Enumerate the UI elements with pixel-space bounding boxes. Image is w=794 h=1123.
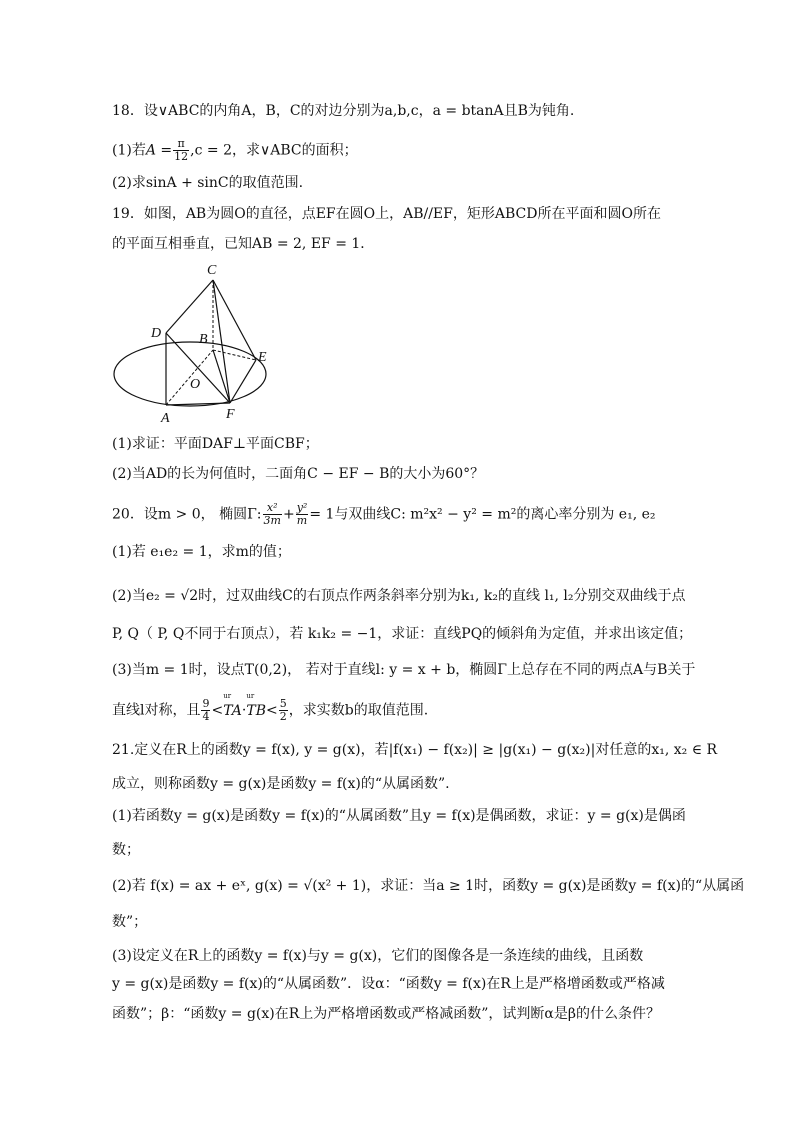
q19-geometry-figure bbox=[108, 260, 288, 428]
q20-fraction-5-2 bbox=[279, 698, 288, 723]
fraction-numerator: 9 bbox=[202, 697, 210, 710]
q18-part2: (2)求sinA + sinC的取值范围. bbox=[112, 175, 304, 191]
fraction-denominator: 12 bbox=[174, 150, 189, 163]
label-d: D bbox=[151, 326, 162, 341]
q20-fraction-9-4 bbox=[201, 698, 210, 723]
q21-part1-line2: 数； bbox=[112, 842, 140, 858]
label-f: F bbox=[226, 407, 235, 422]
vector-arrow-mark: ur bbox=[223, 691, 232, 700]
dot-product-sign: · bbox=[241, 702, 247, 719]
q20-part3-suffix: ，求实数b的取值范围. bbox=[288, 702, 429, 719]
q18-stem: 18．设∨ABC的内角A，B，C的对边分别为a,b,c，a = btanA且B为钝角. bbox=[112, 103, 575, 119]
q20-part2-line2: P, Q（ P, Q不同于右顶点），若 k₁k₂ = −1，求证：直线PQ的倾斜角为定值，并求出该定值； bbox=[112, 626, 693, 642]
q20-part2-line1: (2)当e₂ = √2时，过双曲线C的右顶点作两条斜率分别为k₁, k₂的直线 l₁, l₂分别交双曲线于点 bbox=[112, 588, 686, 604]
q19-stem-line1: 19．如图，AB为圆O的直径，点EF在圆O上，AB//EF，矩形ABCD所在平面和圆O所在 bbox=[112, 206, 661, 222]
q21-part2-line1: (2)若 f(x) = ax + eˣ, g(x) = √(x² + 1)，求证：当a ≥ 1时，函数y = g(x)是函数y = f(x)的“从属函 bbox=[112, 878, 745, 894]
fraction-denominator: 4 bbox=[202, 710, 210, 723]
q20-stem-prefix: 20．设m > 0， 椭圆Γ: bbox=[112, 506, 262, 523]
fraction-denominator: 3m bbox=[263, 514, 281, 527]
vector-tb-label: TB bbox=[246, 702, 266, 719]
q18-part1-prefix: (1)若 bbox=[112, 142, 146, 159]
vector-arrow-mark: ur bbox=[246, 691, 255, 700]
circle-o-ellipse bbox=[114, 342, 266, 406]
q21-part2-line2: 数”； bbox=[112, 914, 148, 930]
q21-part1-line1: (1)若函数y = g(x)是函数y = f(x)的“从属函数”且y = f(x)是偶函数，求证：y = g(x)是偶函 bbox=[112, 808, 686, 824]
vector-ta-label: TA bbox=[223, 702, 242, 719]
q18-fraction-pi-12 bbox=[173, 138, 189, 163]
q19-part1: (1)求证：平面DAF⊥平面CBF； bbox=[112, 436, 319, 452]
q20-part3-prefix: 直线l对称，且 bbox=[112, 702, 201, 719]
edge-dc bbox=[166, 280, 213, 333]
label-e: E bbox=[258, 350, 267, 365]
fraction-numerator: π bbox=[173, 138, 189, 151]
fraction-numerator: y² bbox=[296, 501, 308, 514]
q21-part3-line3: 函数”；β：“函数y = g(x)在R上为严格增函数或严格减函数”，试判断α是β的什么条件？ bbox=[112, 1006, 660, 1022]
vector-ta bbox=[223, 691, 242, 721]
fraction-denominator: m bbox=[296, 514, 308, 527]
q21-stem-line1: 21.定义在R上的函数y = f(x), y = g(x)，若|f(x₁) − f(x₂)| ≥ |g(x₁) − g(x₂)|对任意的x₁, x₂ ∈ R bbox=[112, 742, 718, 758]
edge-df bbox=[166, 333, 230, 403]
edge-be bbox=[213, 350, 256, 360]
q19-stem-line2: 的平面互相垂直，已知AB = 2, EF = 1． bbox=[112, 236, 375, 252]
plus-sign: + bbox=[282, 506, 295, 523]
fraction-denominator: 2 bbox=[279, 710, 287, 723]
label-c: C bbox=[207, 263, 217, 278]
label-o: O bbox=[190, 377, 201, 392]
q18-part1-suffix: ,c = 2，求∨ABC的面积； bbox=[190, 142, 358, 159]
q20-fraction-x2-3m bbox=[263, 502, 282, 527]
q20-stem bbox=[112, 502, 656, 527]
q20-part3-line2 bbox=[112, 691, 429, 723]
q18-part1-A: A = bbox=[145, 142, 173, 159]
q20-part3-line1: (3)当m = 1时，设点T(0,2)， 若对于直线l: y = x + b，椭圆Γ上总存在不同的两点A与B关于 bbox=[112, 662, 696, 678]
less-than-sign: < bbox=[211, 702, 224, 719]
q21-part3-line1: (3)设定义在R上的函数y = f(x)与y = g(x)，它们的图像各是一条连续的曲线，且函数 bbox=[112, 948, 644, 964]
q20-stem-suffix: = 1与双曲线C: m²x² − y² = m²的离心率分别为 e₁, e₂ bbox=[309, 506, 656, 523]
label-b: B bbox=[199, 332, 208, 347]
q19-part2: (2)当AD的长为何值时，二面角C − EF − B的大小为60°？ bbox=[112, 466, 485, 482]
label-a: A bbox=[161, 411, 170, 426]
q20-fraction-y2-m bbox=[296, 502, 309, 527]
edge-bf bbox=[213, 350, 230, 403]
q18-part1 bbox=[112, 138, 358, 163]
q21-stem-line2: 成立，则称函数y = g(x)是函数y = f(x)的“从属函数”. bbox=[112, 776, 450, 792]
vector-tb bbox=[246, 691, 266, 721]
fraction-numerator: x² bbox=[263, 502, 282, 515]
fraction-numerator: 5 bbox=[279, 697, 287, 710]
q20-part1: (1)若 e₁e₂ = 1，求m的值； bbox=[112, 544, 291, 560]
q21-part3-line2: y = g(x)是函数y = f(x)的“从属函数”．设α：“函数y = f(x)在R上是严格增函数或严格减 bbox=[112, 976, 665, 992]
less-than-sign: < bbox=[266, 702, 278, 719]
edge-cf bbox=[213, 280, 230, 403]
